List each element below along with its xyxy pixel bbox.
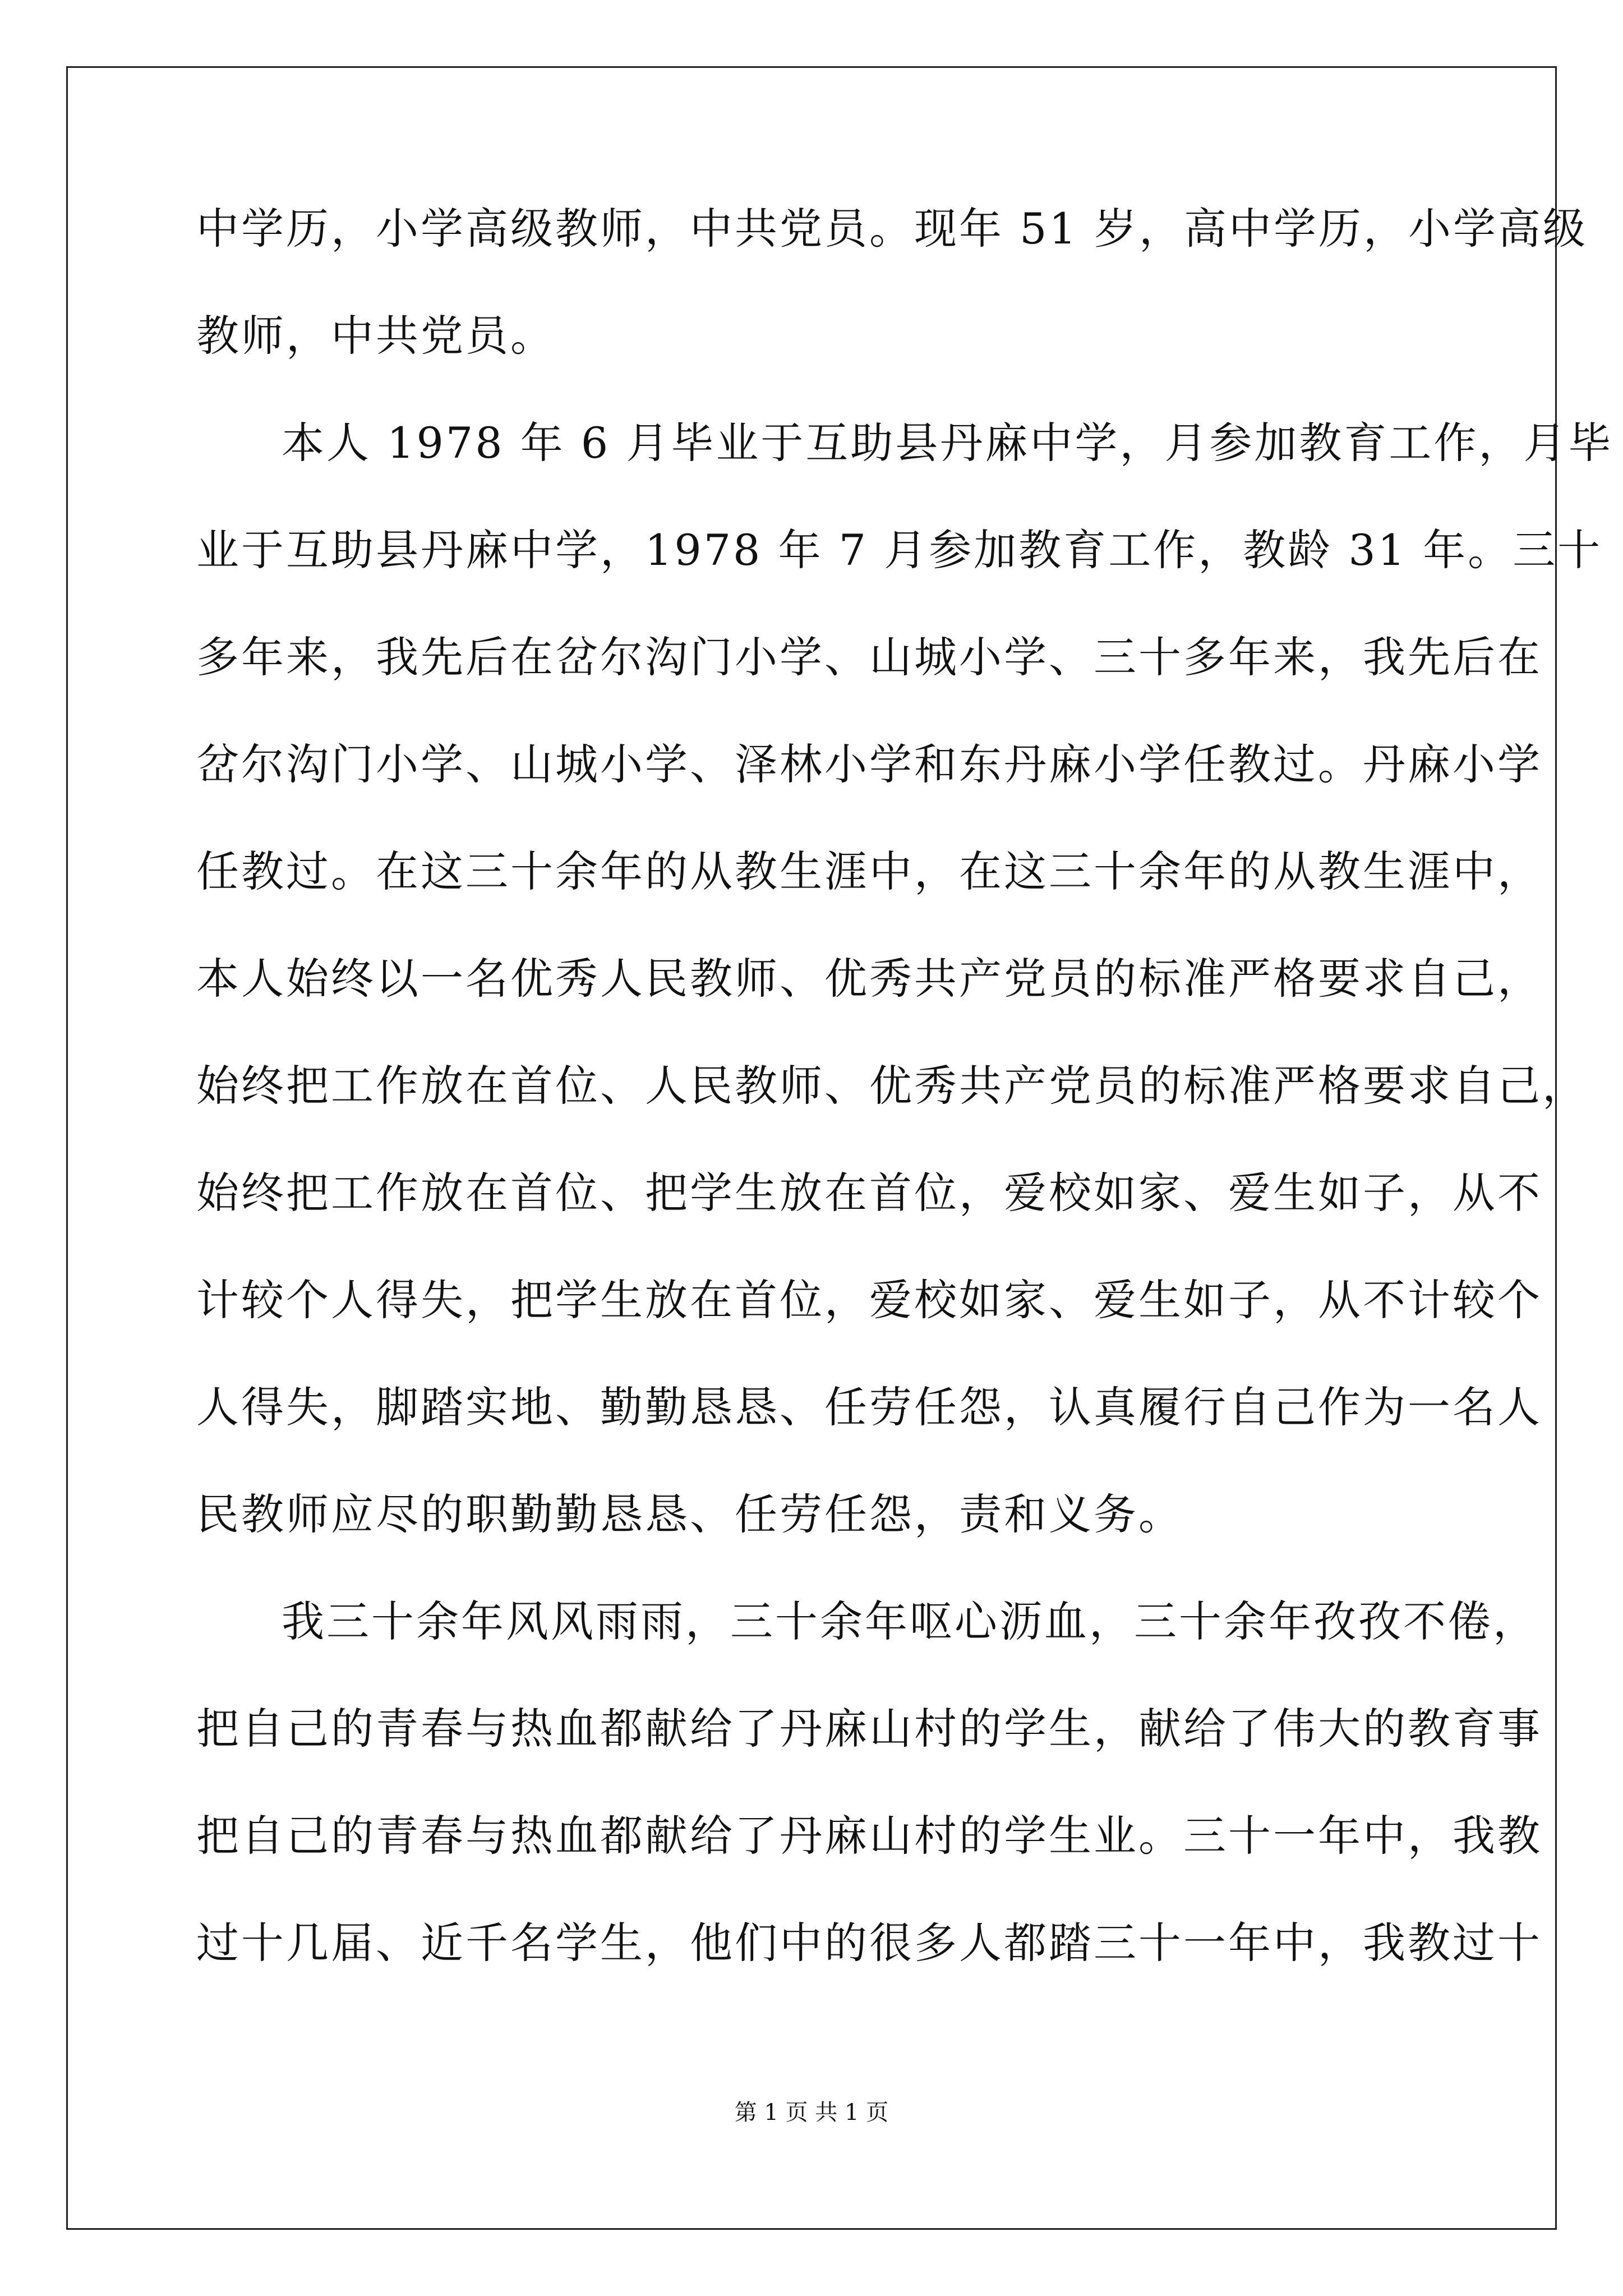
text-line: 始终把工作放在首位、把学生放在首位，爱校如家、爱生如子，从不 xyxy=(196,1168,1542,1218)
text-line: 始终把工作放在首位、人民教师、优秀共产党员的标准严格要求自己， xyxy=(196,1061,1587,1111)
text-line: 人得失，脚踏实地、勤勤恳恳、任劳任怨，认真履行自己作为一名人 xyxy=(196,1382,1542,1432)
text-line: 任教过。在这三十余年的从教生涯中，在这三十余年的从教生涯中， xyxy=(196,846,1542,896)
text-line: 本人始终以一名优秀人民教师、优秀共产党员的标准严格要求自己， xyxy=(196,954,1542,1004)
text-line: 中学历，小学高级教师，中共党员。现年 51 岁，高中学历，小学高级 xyxy=(196,204,1588,254)
text-line: 过十几届、近千名学生，他们中的很多人都踏三十一年中，我教过十 xyxy=(196,1918,1542,1968)
text-line: 业于互助县丹麻中学，1978 年 7 月参加教育工作，教龄 31 年。三十 xyxy=(196,525,1603,575)
page-number-footer: 第 1 页 共 1 页 xyxy=(734,2100,889,2125)
paragraph-first-line: 本人 1978 年 6 月毕业于互助县丹麻中学，月参加教育工作，月毕 xyxy=(282,418,1613,468)
text-line: 岔尔沟门小学、山城小学、泽林小学和东丹麻小学任教过。丹麻小学 xyxy=(196,739,1542,789)
text-line: 多年来，我先后在岔尔沟门小学、山城小学、三十多年来，我先后在 xyxy=(196,632,1542,682)
text-line: 把自己的青春与热血都献给了丹麻山村的学生业。三十一年中，我教 xyxy=(196,1811,1542,1861)
document-body xyxy=(196,201,1613,2022)
text-line: 教师，中共党员。 xyxy=(196,311,555,361)
text-line: 把自己的青春与热血都献给了丹麻山村的学生，献给了伟大的教育事 xyxy=(196,1704,1542,1754)
text-line: 民教师应尽的职勤勤恳恳、任劳任怨，责和义务。 xyxy=(196,1489,1183,1539)
paragraph-first-line: 我三十余年风风雨雨，三十余年呕心沥血，三十余年孜孜不倦， xyxy=(282,1596,1538,1646)
text-line: 计较个人得失，把学生放在首位，爱校如家、爱生如子，从不计较个 xyxy=(196,1275,1542,1325)
